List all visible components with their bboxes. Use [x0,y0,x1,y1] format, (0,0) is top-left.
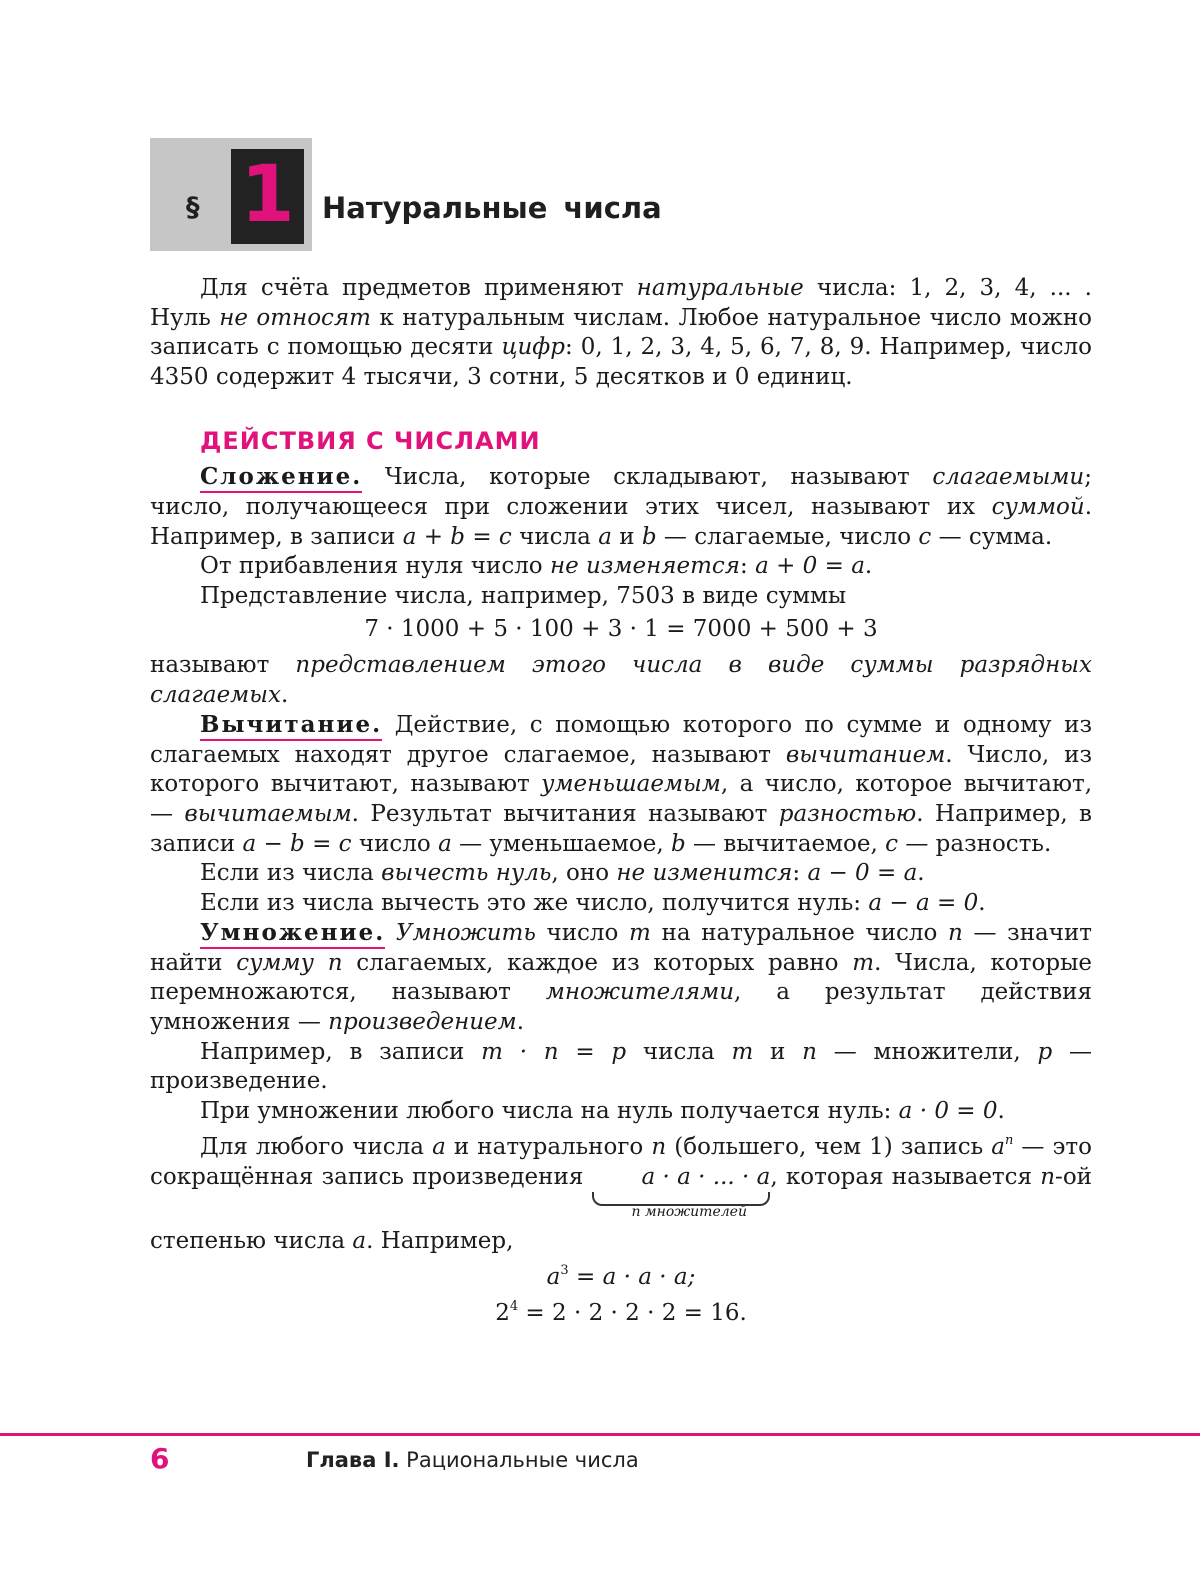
text-span: числа: 1, 2, 3, 4, ... . Нуль [150,275,1092,331]
text-span: . Например, [366,1228,514,1255]
math: n [1040,1164,1056,1191]
math: n [651,1134,667,1161]
addition-representation-paragraph: Представление числа, например, 7503 в виде суммы [200,582,847,609]
page-content [150,274,1092,1328]
text-span: — значит найти [150,920,1093,976]
text-span: . Число, из которого вычитают, называют [150,741,1092,798]
text-span: — множители, [817,1038,1038,1065]
math: c [885,830,899,857]
text-span: — уменьшаемое, [451,830,671,857]
exponent: n [1004,1133,1014,1149]
power-example-1 [150,1256,1092,1292]
subtraction-paragraph [150,710,1092,859]
text-span: От прибавления нуля число [200,553,550,580]
text-span: : [740,553,756,580]
math: m · n = p [481,1038,627,1065]
text-span: . [917,860,925,887]
text-span: При умножении любого числа на нуль получается нуль: [200,1097,899,1124]
text-span: — разность. [898,830,1052,857]
emphasis: представлением этого числа в виде суммы разрядных слагаемых [150,651,1092,708]
addition-representation-cont [150,651,1092,710]
chapter-title: Рациональные числа [399,1448,639,1472]
text-span: — вычитаемое, [685,830,886,857]
math: b [670,830,686,857]
emphasis: разностью [778,800,917,827]
emphasis: не изменяется [549,553,740,580]
text-span: Для любого числа [200,1134,433,1161]
text-span: число [351,830,439,857]
power-examples [150,1256,1092,1328]
text-span: : [792,860,808,887]
intro-paragraph [150,274,1092,392]
formula-digit-sum: 7 · 1000 + 5 · 100 + 3 · 1 = 7000 + 500 + 3 [364,616,878,643]
text-span [385,920,396,946]
chapter-label [306,1448,639,1472]
exponent: 3 [560,1263,569,1279]
text-span: . Результат вычитания называют [351,800,779,827]
text-span: — сумма. [931,523,1053,550]
math: m [629,920,651,947]
exponent: 4 [509,1299,519,1315]
term-addition: Сложение. [200,463,362,493]
math: a [598,523,612,550]
text-span [314,950,328,976]
math: a [991,1134,1005,1161]
footer-divider [0,1433,1200,1436]
power-example-2 [150,1292,1092,1328]
text-span: множителей [640,1204,747,1221]
section-sign: § [186,192,200,223]
emphasis: цифр [501,334,566,361]
page-number: 6 [150,1442,170,1475]
emphasis: вычитанием [785,741,946,768]
term-multiplication: Умножение. [200,919,385,949]
subsection-heading: ДЕЙСТВИЯ С ЧИСЛАМИ [200,427,541,456]
chapter-number: Глава I. [306,1448,400,1472]
math: n [802,1038,817,1065]
math: b [641,523,657,550]
text-span: , а число, которое вычитают, — [150,771,1093,827]
emphasis: произведением [328,1009,517,1036]
addition-paragraph [150,462,1092,552]
text-span: . [280,681,289,708]
math: a − b = c [242,830,352,857]
math: a + 0 = a [755,553,865,580]
text-span: и натурального [445,1134,652,1161]
math: a + b = c [402,523,512,550]
math: = 2 · 2 · 2 · 2 = 16. [518,1300,747,1327]
math: m [852,949,875,976]
text-span: , а результат действия умножения — [150,979,1092,1036]
underbrace-label [582,1204,747,1220]
text-span: . [997,1097,1005,1124]
text-span: . Например, в записи [150,800,1093,857]
text-span: ; число, получающееся при сложении этих чисел, называют их [150,464,1092,520]
text-span: Для счёта предметов применяют [200,275,637,301]
multiplication-paragraph [150,918,1092,1037]
math: n [327,949,343,976]
math: a · 0 = 0 [898,1097,998,1124]
text-span: , которая называется [770,1164,1041,1191]
emphasis: уменьшаемым [541,771,721,798]
math: n [948,920,963,947]
math: p [1037,1038,1053,1065]
text-span: Если из числа вычесть это же число, получится нуль: [200,889,869,916]
text-span: Числа, которые складывают, называют [362,464,933,491]
text-span: число [535,920,630,947]
emphasis: суммой [991,493,1085,520]
emphasis: слагаемыми [932,464,1085,491]
text-span: — это сокращённая запись произведения [150,1134,1092,1191]
math: = a · a · a; [568,1264,696,1291]
text-span: слагаемых, каждое из которых равно [342,949,853,976]
emphasis: Умножить [395,920,536,947]
math: a [438,830,452,857]
emphasis: не относят [219,304,371,331]
math: n [631,1204,641,1221]
power-definition-paragraph [150,1126,1092,1256]
text-span: числа [511,523,599,550]
text-span: — слагаемые, число [656,523,919,550]
math: a [546,1264,561,1291]
text-span: . Например, в записи [150,493,1092,550]
text-span: . [978,889,986,916]
text-span: (большего, чем 1) запись [666,1134,992,1161]
math: c [918,523,932,550]
emphasis: множителями [545,979,735,1006]
text-span: числа [626,1038,732,1065]
multiplication-zero-paragraph [150,1097,1092,1127]
text-span: . [864,553,873,580]
section-number: 1 [240,150,295,240]
text-span: -ой степенью числа [150,1164,1092,1255]
emphasis: не изменится [616,860,793,887]
text-span: и [611,523,642,550]
text-span: Если из числа [200,860,382,887]
text-span: : 0, 1, 2, 3, 4, 5, 6, 7, 8, 9. Например, число 4350 содержит 4 тысячи, 3 сотни, 5 десятков и 0 единиц. [150,334,1092,390]
emphasis: натуральные [636,275,804,301]
section-title: Натуральные числа [322,191,662,225]
math: a [432,1134,446,1161]
addition-zero-paragraph [150,552,1092,582]
subtraction-self-paragraph [150,889,1092,919]
emphasis: сумму [236,949,314,976]
math: a [352,1228,367,1255]
math: m [731,1038,754,1065]
subtraction-zero-paragraph [150,859,1092,889]
text-span: называют [150,651,296,678]
text-span: Например, в записи [200,1038,482,1065]
math: a − 0 = a [807,860,918,887]
text-span: к натуральным числам. Любое натуральное число можно записать с помощью десяти [150,304,1092,361]
text-span: — произведение. [150,1038,1092,1095]
math: a − a = 0 [868,889,979,916]
product-underbrace [592,1162,771,1221]
math: 2 [495,1300,510,1327]
product-expression: a · a · ... · a [641,1164,771,1191]
text-span: , оно [551,860,617,887]
text-span: на натуральное число [650,920,949,947]
emphasis: вычесть нуль [381,860,552,887]
multiplication-example-paragraph [150,1038,1092,1097]
emphasis: вычитаемым [184,800,352,827]
text-span: и [753,1038,803,1065]
text-span: Действие, с помощью которого по сумме и одному из слагаемых находят другое слагаемое, называют [150,712,1092,768]
text-span: . [516,1009,525,1036]
text-span: . Числа, которые перемножаются, называют [150,949,1092,1006]
term-subtraction: Вычитание. [200,711,382,741]
